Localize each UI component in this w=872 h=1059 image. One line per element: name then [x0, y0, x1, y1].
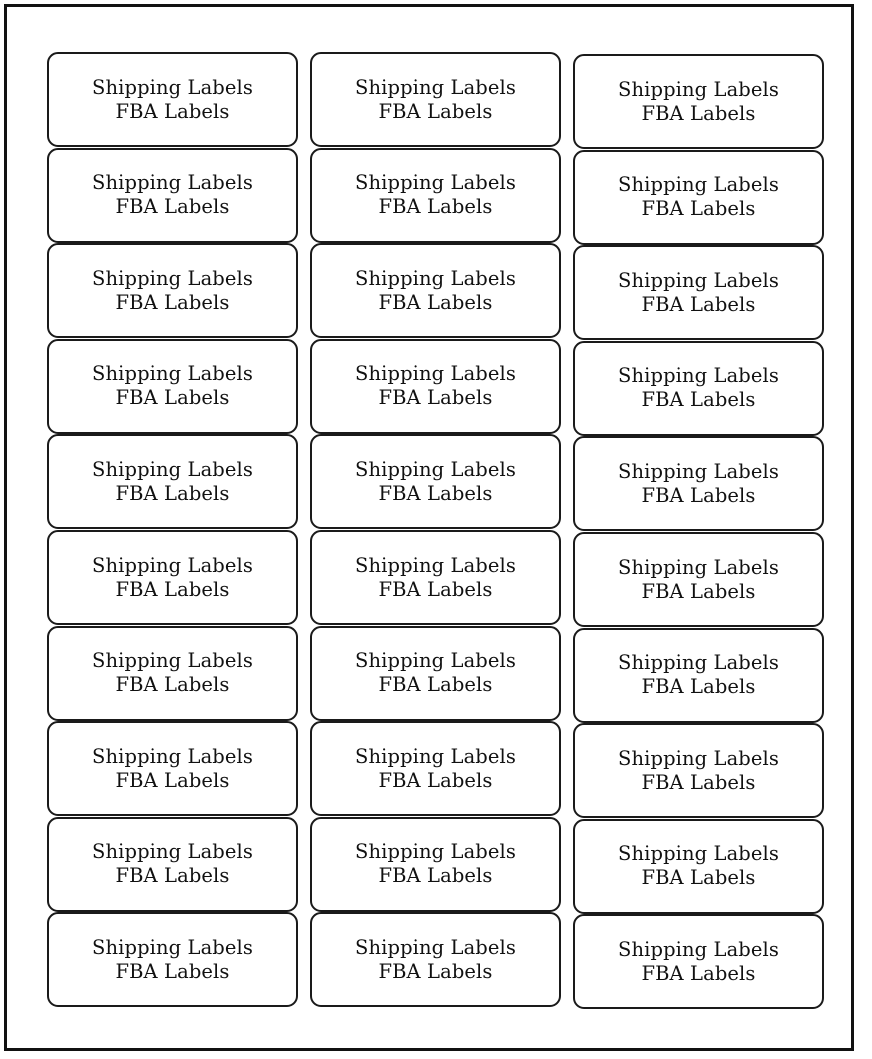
label-cell	[573, 819, 824, 914]
label-cell	[47, 912, 298, 1007]
label-line-secondary: FBA Labels	[641, 579, 756, 603]
label-line-secondary: FBA Labels	[378, 481, 493, 505]
label-line-secondary: FBA Labels	[378, 864, 493, 888]
label-cell	[310, 912, 561, 1007]
label-line-primary: Shipping Labels	[92, 649, 253, 673]
label-line-secondary: FBA Labels	[115, 195, 230, 219]
label-line-secondary: FBA Labels	[378, 959, 493, 983]
label-line-primary: Shipping Labels	[92, 457, 253, 481]
label-line-primary: Shipping Labels	[92, 266, 253, 290]
label-cell	[47, 721, 298, 816]
label-cell	[47, 530, 298, 625]
label-cell	[47, 52, 298, 147]
label-line-secondary: FBA Labels	[641, 675, 756, 699]
label-line-primary: Shipping Labels	[355, 744, 516, 768]
label-cell	[310, 530, 561, 625]
label-line-secondary: FBA Labels	[641, 866, 756, 890]
label-cell	[573, 914, 824, 1009]
label-line-primary: Shipping Labels	[355, 935, 516, 959]
label-line-secondary: FBA Labels	[378, 673, 493, 697]
label-cell	[310, 434, 561, 529]
label-line-primary: Shipping Labels	[355, 266, 516, 290]
label-cell	[573, 628, 824, 723]
label-cell	[47, 243, 298, 338]
label-line-secondary: FBA Labels	[115, 386, 230, 410]
label-line-primary: Shipping Labels	[618, 842, 779, 866]
label-line-primary: Shipping Labels	[618, 268, 779, 292]
label-cell	[310, 148, 561, 243]
label-line-secondary: FBA Labels	[115, 577, 230, 601]
label-line-secondary: FBA Labels	[115, 673, 230, 697]
label-cell	[573, 436, 824, 531]
label-cell	[310, 339, 561, 434]
label-line-secondary: FBA Labels	[378, 577, 493, 601]
label-line-primary: Shipping Labels	[355, 171, 516, 195]
label-line-primary: Shipping Labels	[618, 173, 779, 197]
label-cell	[573, 150, 824, 245]
label-cell	[47, 434, 298, 529]
label-cell	[310, 626, 561, 721]
label-line-primary: Shipping Labels	[618, 746, 779, 770]
label-line-secondary: FBA Labels	[115, 959, 230, 983]
label-line-primary: Shipping Labels	[92, 935, 253, 959]
label-line-primary: Shipping Labels	[355, 649, 516, 673]
label-line-primary: Shipping Labels	[618, 364, 779, 388]
label-line-primary: Shipping Labels	[355, 840, 516, 864]
label-line-primary: Shipping Labels	[618, 651, 779, 675]
label-line-primary: Shipping Labels	[355, 75, 516, 99]
label-line-primary: Shipping Labels	[92, 744, 253, 768]
label-cell	[310, 721, 561, 816]
label-line-primary: Shipping Labels	[92, 171, 253, 195]
label-line-primary: Shipping Labels	[618, 77, 779, 101]
label-line-secondary: FBA Labels	[641, 197, 756, 221]
label-cell	[47, 817, 298, 912]
label-line-secondary: FBA Labels	[641, 961, 756, 985]
label-grid	[7, 7, 851, 1048]
label-cell	[310, 52, 561, 147]
label-line-secondary: FBA Labels	[115, 864, 230, 888]
label-line-primary: Shipping Labels	[92, 840, 253, 864]
label-line-primary: Shipping Labels	[92, 75, 253, 99]
label-cell	[573, 341, 824, 436]
label-line-primary: Shipping Labels	[618, 937, 779, 961]
label-line-secondary: FBA Labels	[115, 290, 230, 314]
label-sheet	[4, 4, 854, 1051]
label-cell	[310, 817, 561, 912]
label-line-secondary: FBA Labels	[378, 386, 493, 410]
label-cell	[573, 54, 824, 149]
label-line-primary: Shipping Labels	[618, 459, 779, 483]
label-line-secondary: FBA Labels	[641, 483, 756, 507]
label-line-secondary: FBA Labels	[115, 99, 230, 123]
label-line-secondary: FBA Labels	[378, 290, 493, 314]
label-line-secondary: FBA Labels	[641, 388, 756, 412]
label-line-secondary: FBA Labels	[115, 481, 230, 505]
label-cell	[47, 626, 298, 721]
label-line-primary: Shipping Labels	[618, 555, 779, 579]
label-line-secondary: FBA Labels	[641, 292, 756, 316]
label-cell	[47, 148, 298, 243]
label-line-secondary: FBA Labels	[378, 99, 493, 123]
label-line-secondary: FBA Labels	[115, 768, 230, 792]
label-line-primary: Shipping Labels	[355, 553, 516, 577]
label-line-primary: Shipping Labels	[92, 553, 253, 577]
label-cell	[310, 243, 561, 338]
label-line-primary: Shipping Labels	[92, 362, 253, 386]
label-cell	[573, 723, 824, 818]
label-cell	[573, 245, 824, 340]
label-line-secondary: FBA Labels	[641, 101, 756, 125]
label-line-secondary: FBA Labels	[378, 195, 493, 219]
label-line-secondary: FBA Labels	[378, 768, 493, 792]
label-cell	[573, 532, 824, 627]
label-line-secondary: FBA Labels	[641, 770, 756, 794]
label-line-primary: Shipping Labels	[355, 457, 516, 481]
label-cell	[47, 339, 298, 434]
label-line-primary: Shipping Labels	[355, 362, 516, 386]
